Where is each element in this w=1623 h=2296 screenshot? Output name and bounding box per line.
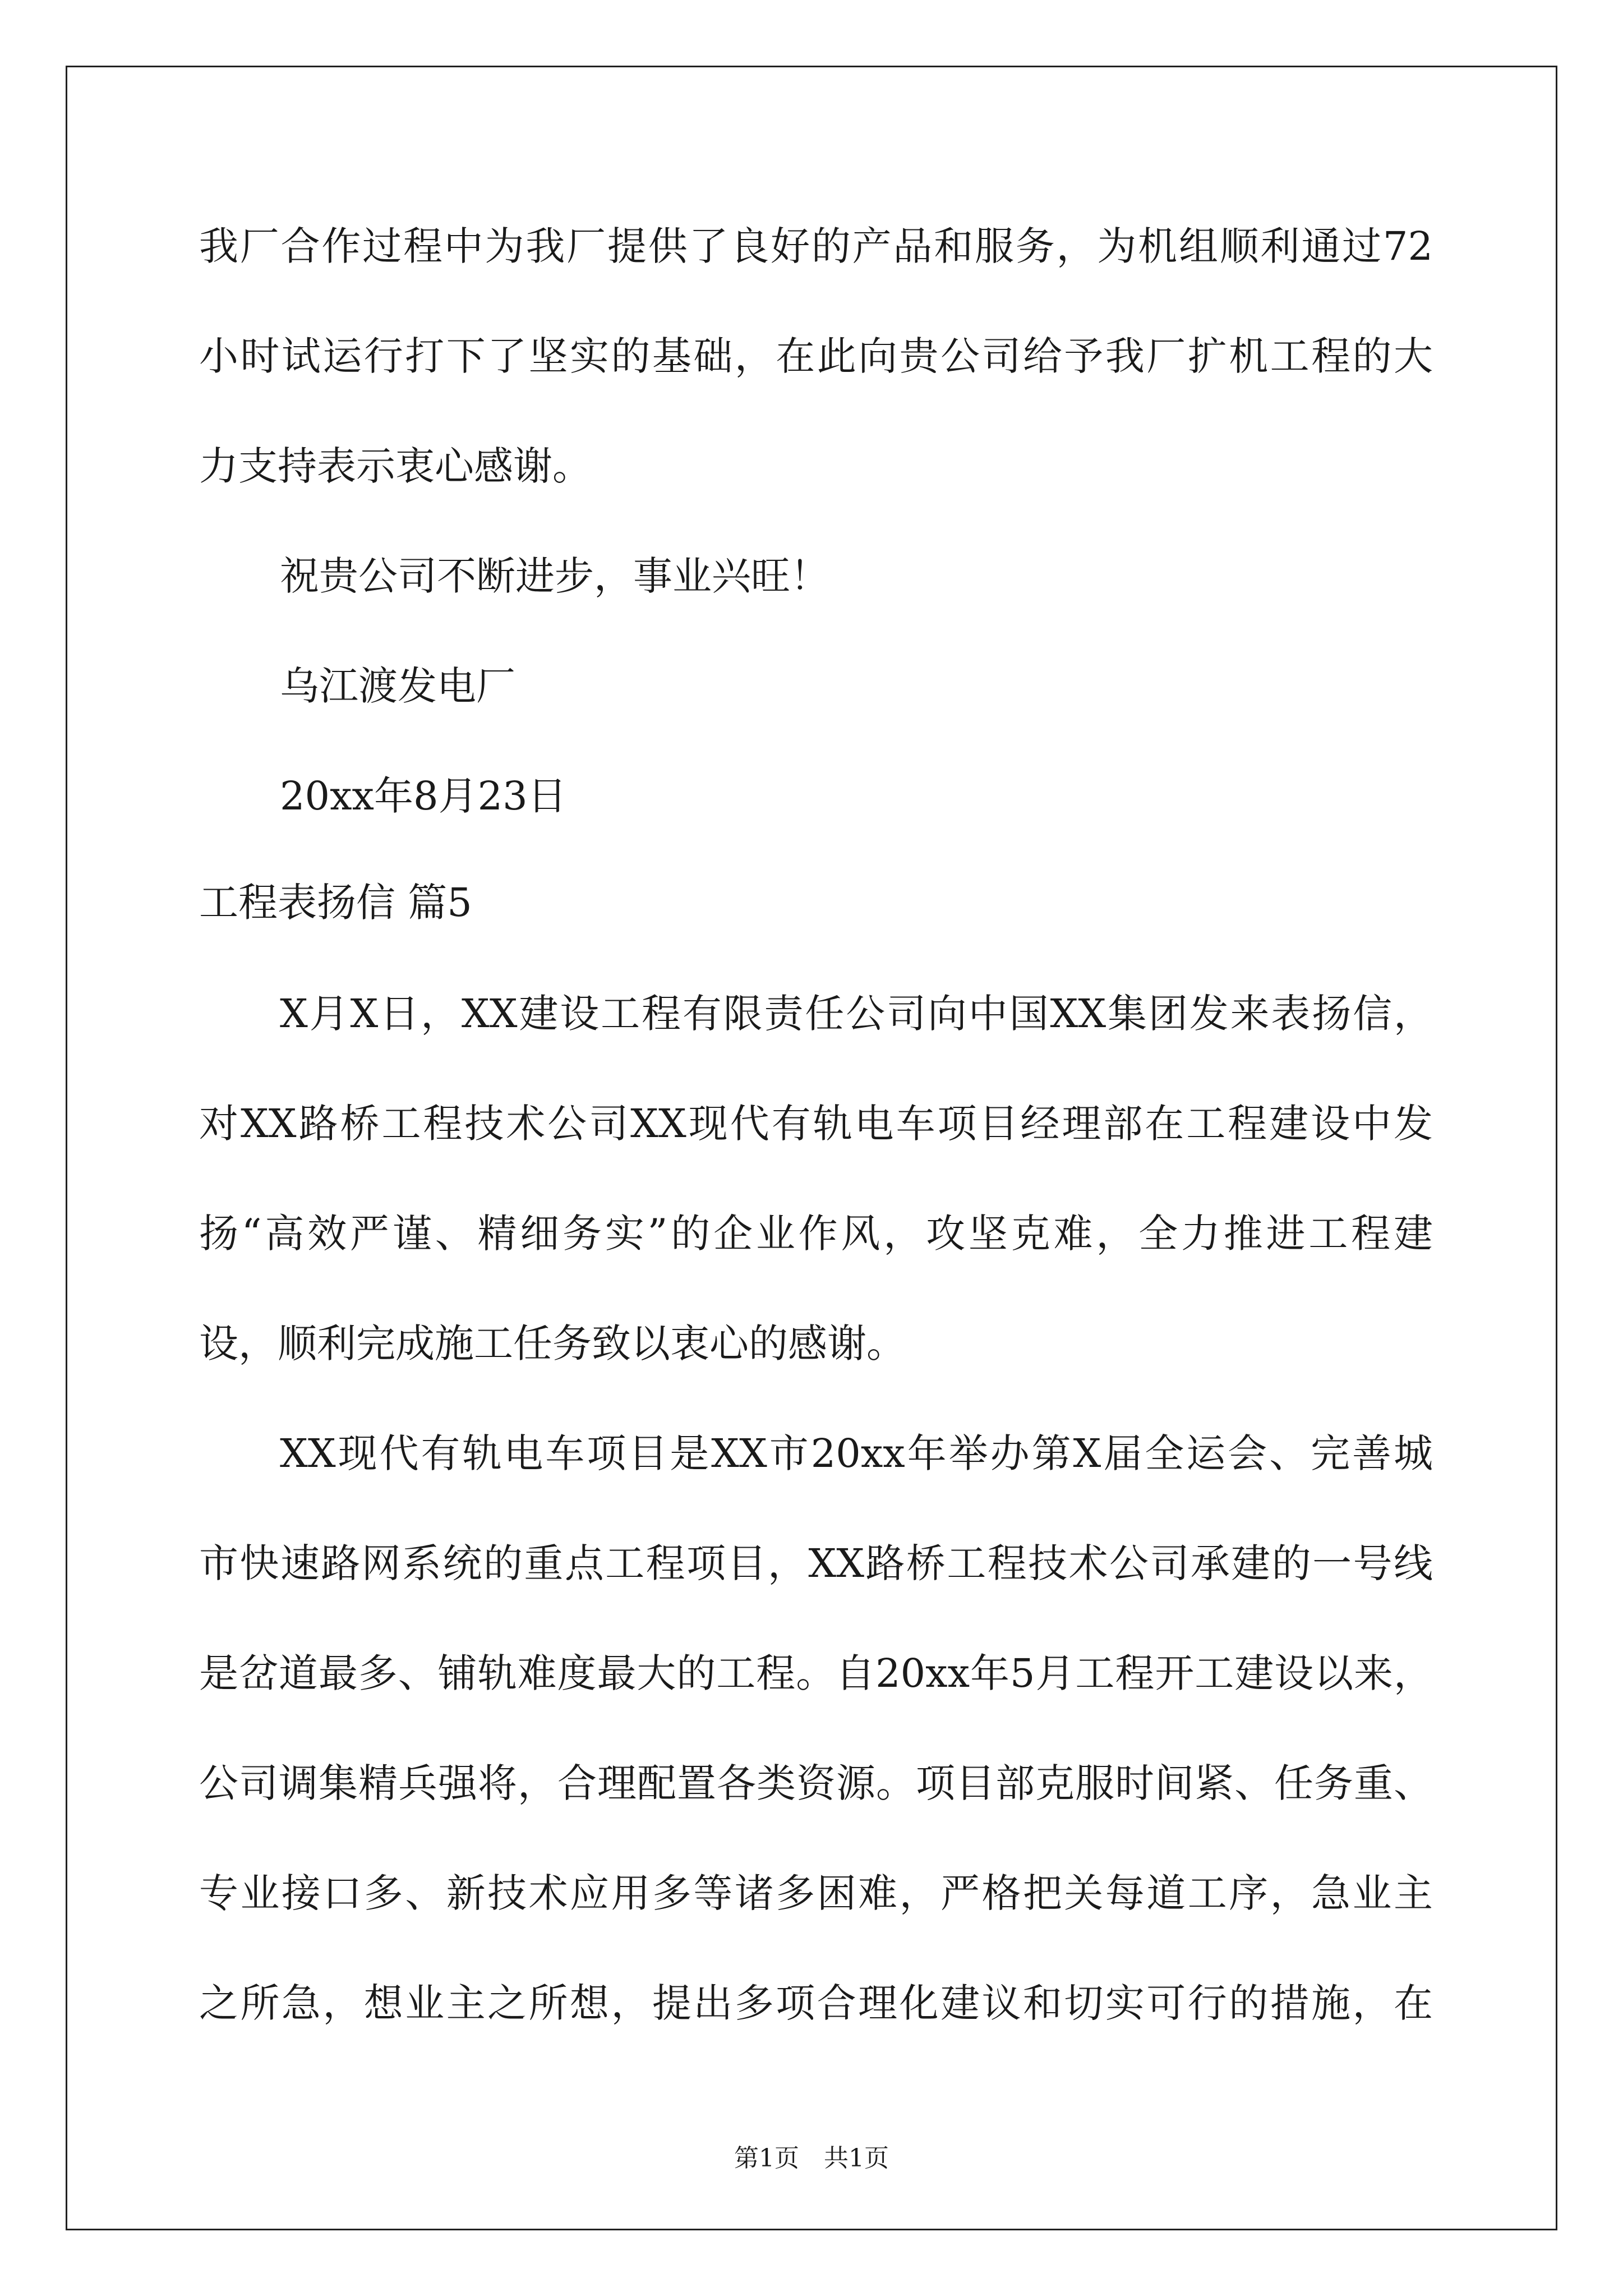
paragraph-line: 力支持表示衷心感谢。 — [199, 443, 592, 489]
signature-date: 20xx年8月23日 — [280, 773, 567, 819]
paragraph-line: X月X日，XX建设工程有限责任公司向中国XX集团发来表扬信， — [280, 991, 1433, 1037]
paragraph-line: XX现代有轨电车项目是XX市20xx年举办第X届全运会、完善城 — [280, 1430, 1433, 1476]
paragraph-line: 我厂合作过程中为我厂提供了良好的产品和服务，为机组顺利通过72 — [199, 223, 1433, 269]
paragraph-line: 设，顺利完成施工任务致以衷心的感谢。 — [199, 1320, 906, 1366]
paragraph-line: 公司调集精兵强将，合理配置各类资源。项目部克服时间紧、任务重、 — [199, 1760, 1433, 1806]
paragraph-line: 专业接口多、新技术应用多等诸多困难，严格把关每道工序，急业主 — [199, 1870, 1433, 1916]
paragraph-line: 之所急，想业主之所想，提出多项合理化建议和切实可行的措施，在 — [199, 1980, 1433, 2026]
page-footer: 第1页 共1页 — [734, 2144, 889, 2173]
signature-organization: 乌江渡发电厂 — [280, 663, 515, 709]
paragraph-line: 祝贵公司不断进步，事业兴旺！ — [280, 553, 829, 599]
paragraph-line: 小时试运行打下了坚实的基础，在此向贵公司给予我厂扩机工程的大 — [199, 333, 1433, 379]
paragraph-line: 对XX路桥工程技术公司XX现代有轨电车项目经理部在工程建设中发 — [199, 1101, 1433, 1147]
paragraph-line: 市快速路网系统的重点工程项目，XX路桥工程技术公司承建的一号线 — [199, 1540, 1433, 1586]
section-heading: 工程表扬信 篇5 — [199, 880, 472, 926]
paragraph-line: 是岔道最多、铺轨难度最大的工程。自20xx年5月工程开工建设以来， — [199, 1650, 1433, 1696]
paragraph-line: 扬“高效严谨、精细务实”的企业作风，攻坚克难，全力推进工程建 — [199, 1211, 1433, 1257]
